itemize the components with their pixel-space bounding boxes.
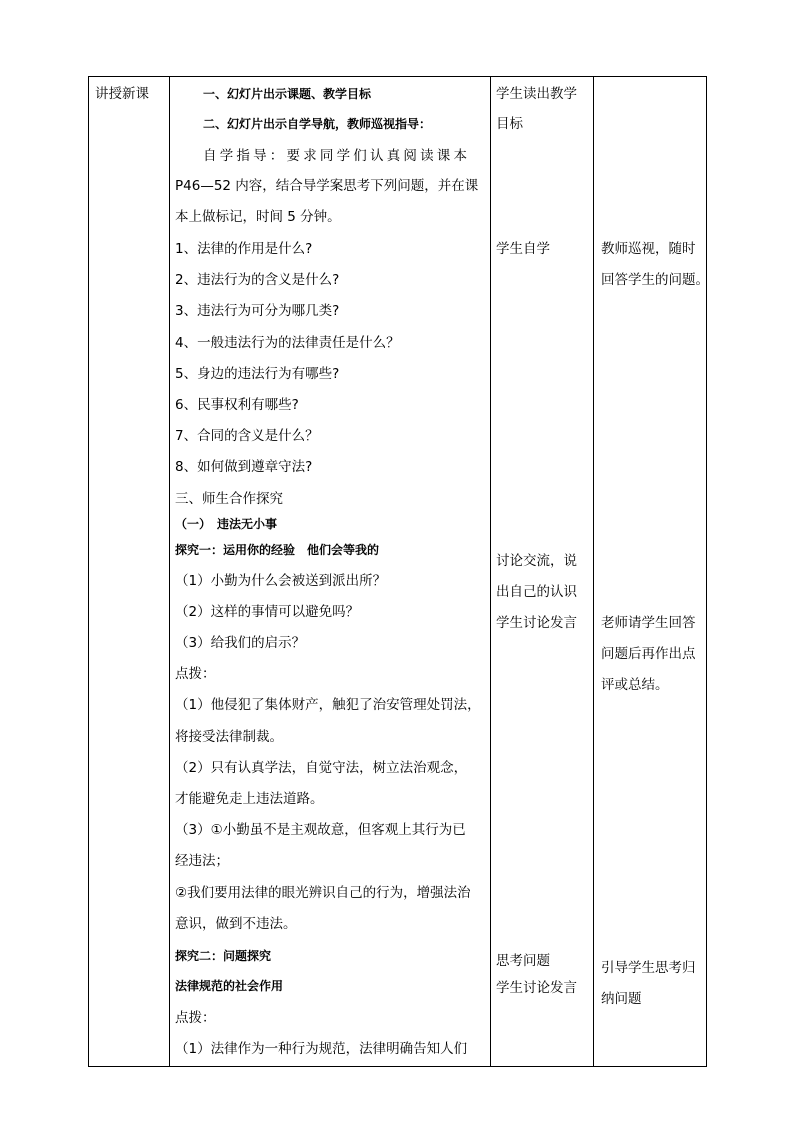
content-line: 7、合同的含义是什么？ [175,428,319,444]
content-line: （1）法律作为一种行为规范，法律明确告知人们 [175,1041,468,1057]
content-line: 意识，做到不违法。 [175,916,297,932]
content-line: （1）他侵犯了集体财产，触犯了治安管理处罚法， [175,697,481,713]
content-line: P46—52 内容，结合导学案思考下列问题，并在课 [175,178,479,194]
content-line: 将接受法律制裁。 [175,729,283,745]
stage-label: 讲授新课 [95,86,149,102]
teacher-activity-line: 老师请学生回答 [601,615,696,631]
student-activity-line: 学生读出教学 [496,86,577,102]
teacher-activity-line: 回答学生的问题。 [601,272,709,288]
teacher-activity-line: 纳问题 [601,991,642,1007]
content-line: 一、幻灯片出示课题、教学目标 [203,87,372,101]
content-line: （2）这样的事情可以避免吗？ [175,604,360,620]
content-line: （1）小勤为什么会被送到派出所？ [175,573,387,589]
student-activity-line: 目标 [496,116,523,132]
lesson-plan-table [88,76,707,1067]
teacher-activity-line: 问题后再作出点 [601,646,696,662]
teacher-activity-line: 教师巡视，随时 [601,241,696,257]
content-line: ②我们要用法律的眼光辨识自己的行为，增强法治 [175,885,471,901]
content-line: 二、幻灯片出示自学导航，教师巡视指导： [203,117,432,131]
content-line: （3）给我们的启示？ [175,635,306,651]
content-line: （3）①小勤虽不是主观故意，但客观上其行为已 [175,822,466,838]
student-activity-line: 学生讨论发言 [496,980,577,996]
content-line: 点拨： [175,1010,216,1026]
student-activity-line: 思考问题 [496,953,550,969]
student-activity-line: 学生自学 [496,241,550,257]
content-line: 自学指导：要求同学们认真阅读课本 [203,148,471,164]
content-line: 2、违法行为的含义是什么? [175,272,340,288]
content-line: 才能避免走上违法道路。 [175,791,324,807]
content-line: 经违法； [175,853,229,869]
content-column [170,77,491,1067]
student-activity-line: 讨论交流，说 [496,553,577,569]
content-line: 点拨： [175,666,216,682]
student-activity-line: 学生讨论发言 [496,615,577,631]
content-line: 探究二：问题探究 [175,949,272,963]
content-line: 8、如何做到遵章守法? [175,459,313,475]
content-line: 法律规范的社会作用 [175,979,284,993]
content-line: 本上做标记，时间 5 分钟。 [175,209,341,225]
content-line: 4、一般违法行为的法律责任是什么？ [175,335,400,351]
content-line: （一） 违法无小事 [175,517,278,531]
teacher-activity-line: 评或总结。 [601,677,669,693]
content-line: 3、违法行为可分为哪几类? [175,303,340,319]
teacher-activity-column [594,77,707,1067]
content-line: 6、民事权利有哪些? [175,397,299,413]
content-line: 5、身边的违法行为有哪些? [175,366,340,382]
content-line: 1、法律的作用是什么? [175,241,313,257]
student-activity-line: 出自己的认识 [496,584,577,600]
content-line: 三、师生合作探究 [175,491,283,507]
student-activity-column [491,77,594,1067]
stage-column [89,77,170,1067]
content-line: （2）只有认真学法，自觉守法，树立法治观念， [175,760,468,776]
content-line: 探究一：运用你的经验 他们会等我的 [175,543,380,557]
teacher-activity-line: 引导学生思考归 [601,960,696,976]
